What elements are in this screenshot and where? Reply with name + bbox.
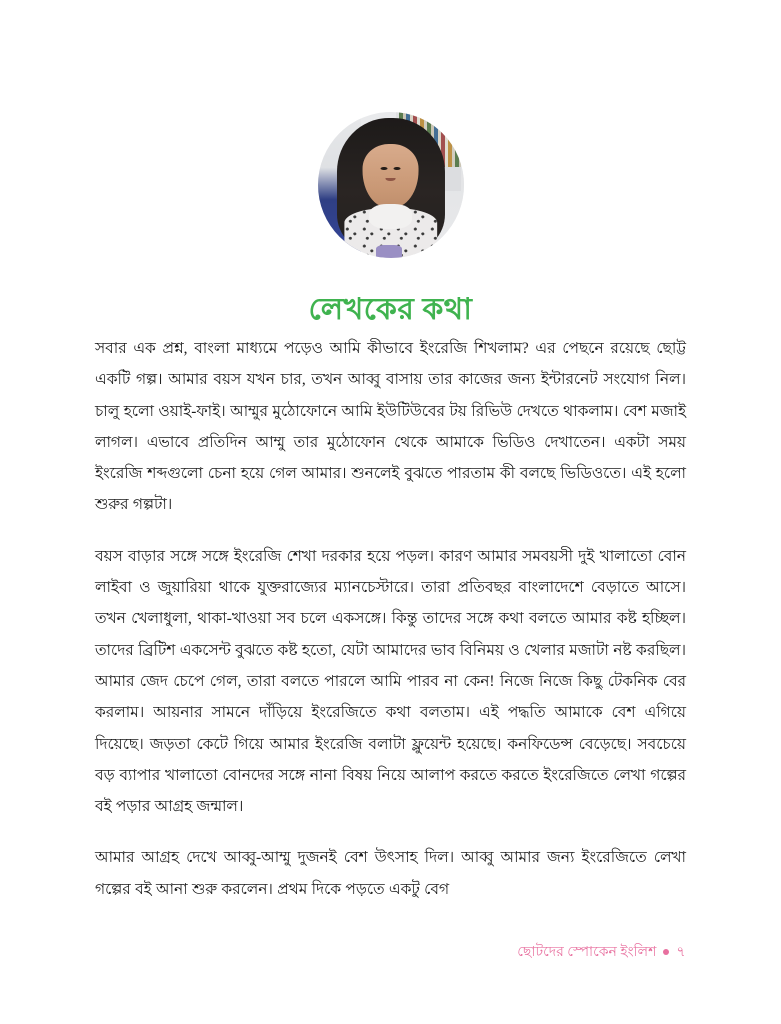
footer-bullet-icon <box>663 949 669 955</box>
page-title: লেখকের কথা <box>308 293 473 327</box>
purple-accent <box>376 245 402 258</box>
page-footer <box>95 943 686 963</box>
paragraph-3: আমার আগ্রহ দেখে আব্বু-আম্মু দুজনই বেশ উৎসাহ দিল। আব্বু আমার জন্য ইংরেজিতে লেখা গল্পের বই আনা শুরু করলেন। প্রথম দিকে পড়তে একটু বেগ <box>95 849 686 898</box>
paragraph-2: বয়স বাড়ার সঙ্গে সঙ্গে ইংরেজি শেখা দরকার হয়ে পড়ল। কারণ আমার সমবয়সী দুই খালাতো বোন লাইবা ও জুয়ারিয়া থাকে যুক্তরাজ্যের ম্যানচেস্টারে। তারা প্রতিবছর বাংলাদেশে বেড়াতে আসে। তখন খেলাধুলা, থাকা-খাওয়া সব চলে একসঙ্গে। কিন্তু তাদের সঙ্গে কথা বলতে আমার কষ্ট হচ্ছিল। তাদের ব্রিটিশ একসেন্ট বুঝতে কষ্ট হতো, যেটা আমাদের ভাব বিনিময় ও খেলার মজাটা নষ্ট করছিল। আমার জেদ চেপে গেল, তারা বলতে পারলে আমি পারব না কেন! নিজে নিজে কিছু টেকনিক বের করলাম। আয়নার সামনে দাঁড়িয়ে ইংরেজিতে কথা বলতাম। এই পদ্ধতি আমাকে বেশ এগিয়ে দিয়েছে। জড়তা কেটে গিয়ে আমার ইংরেজি বলাটা ফ্লুয়েন্ট হয়েছে। কনফিডেন্স বেড়েছে। সবচেয়ে বড় ব্যাপার খালাতো বোনদের সঙ্গে নানা বিষয় নিয়ে আলাপ করতে করতে ইংরেজিতে লেখা গল্পের বই পড়ার আগ্রহ জন্মাল। <box>95 547 686 816</box>
eye-left <box>381 167 388 170</box>
footer-book-title: ছোটদের স্পোকেন ইংলিশ <box>517 945 657 960</box>
smile <box>386 178 395 182</box>
eye-right <box>393 167 400 170</box>
portrait-container <box>0 112 781 258</box>
paragraph-1: সবার এক প্রশ্ন, বাংলা মাধ্যমে পড়েও আমি কীভাবে ইংরেজি শিখলাম? এর পেছনে রয়েছে ছোট্ট একটি গল্প। আমার বয়স যখন চার, তখন আব্বু বাসায় তার কাজের জন্য ইন্টারনেট সংযোগ নিল। চালু হলো ওয়াই-ফাই। আম্মুর মুঠোফোনে আমি ইউটিউবের টয় রিভিউ দেখতে থাকলাম। বেশ মজাই লাগল। এভাবে প্রতিদিন আম্মু তার মুঠোফোন থেকে আমাকে ভিডিও দেখাতেন। একটা সময় ইংরেজি শব্দগুলো চেনা হয়ে গেল আমার। শুনলেই বুঝতে পারতাম কী বলছে ভিডিওতে। এই হলো শুরুর গল্পটা। <box>95 340 686 514</box>
footer-page-number: ৭ <box>676 945 686 960</box>
body-text-column <box>95 333 686 905</box>
collar-frill <box>369 204 413 229</box>
author-photo <box>318 112 464 258</box>
